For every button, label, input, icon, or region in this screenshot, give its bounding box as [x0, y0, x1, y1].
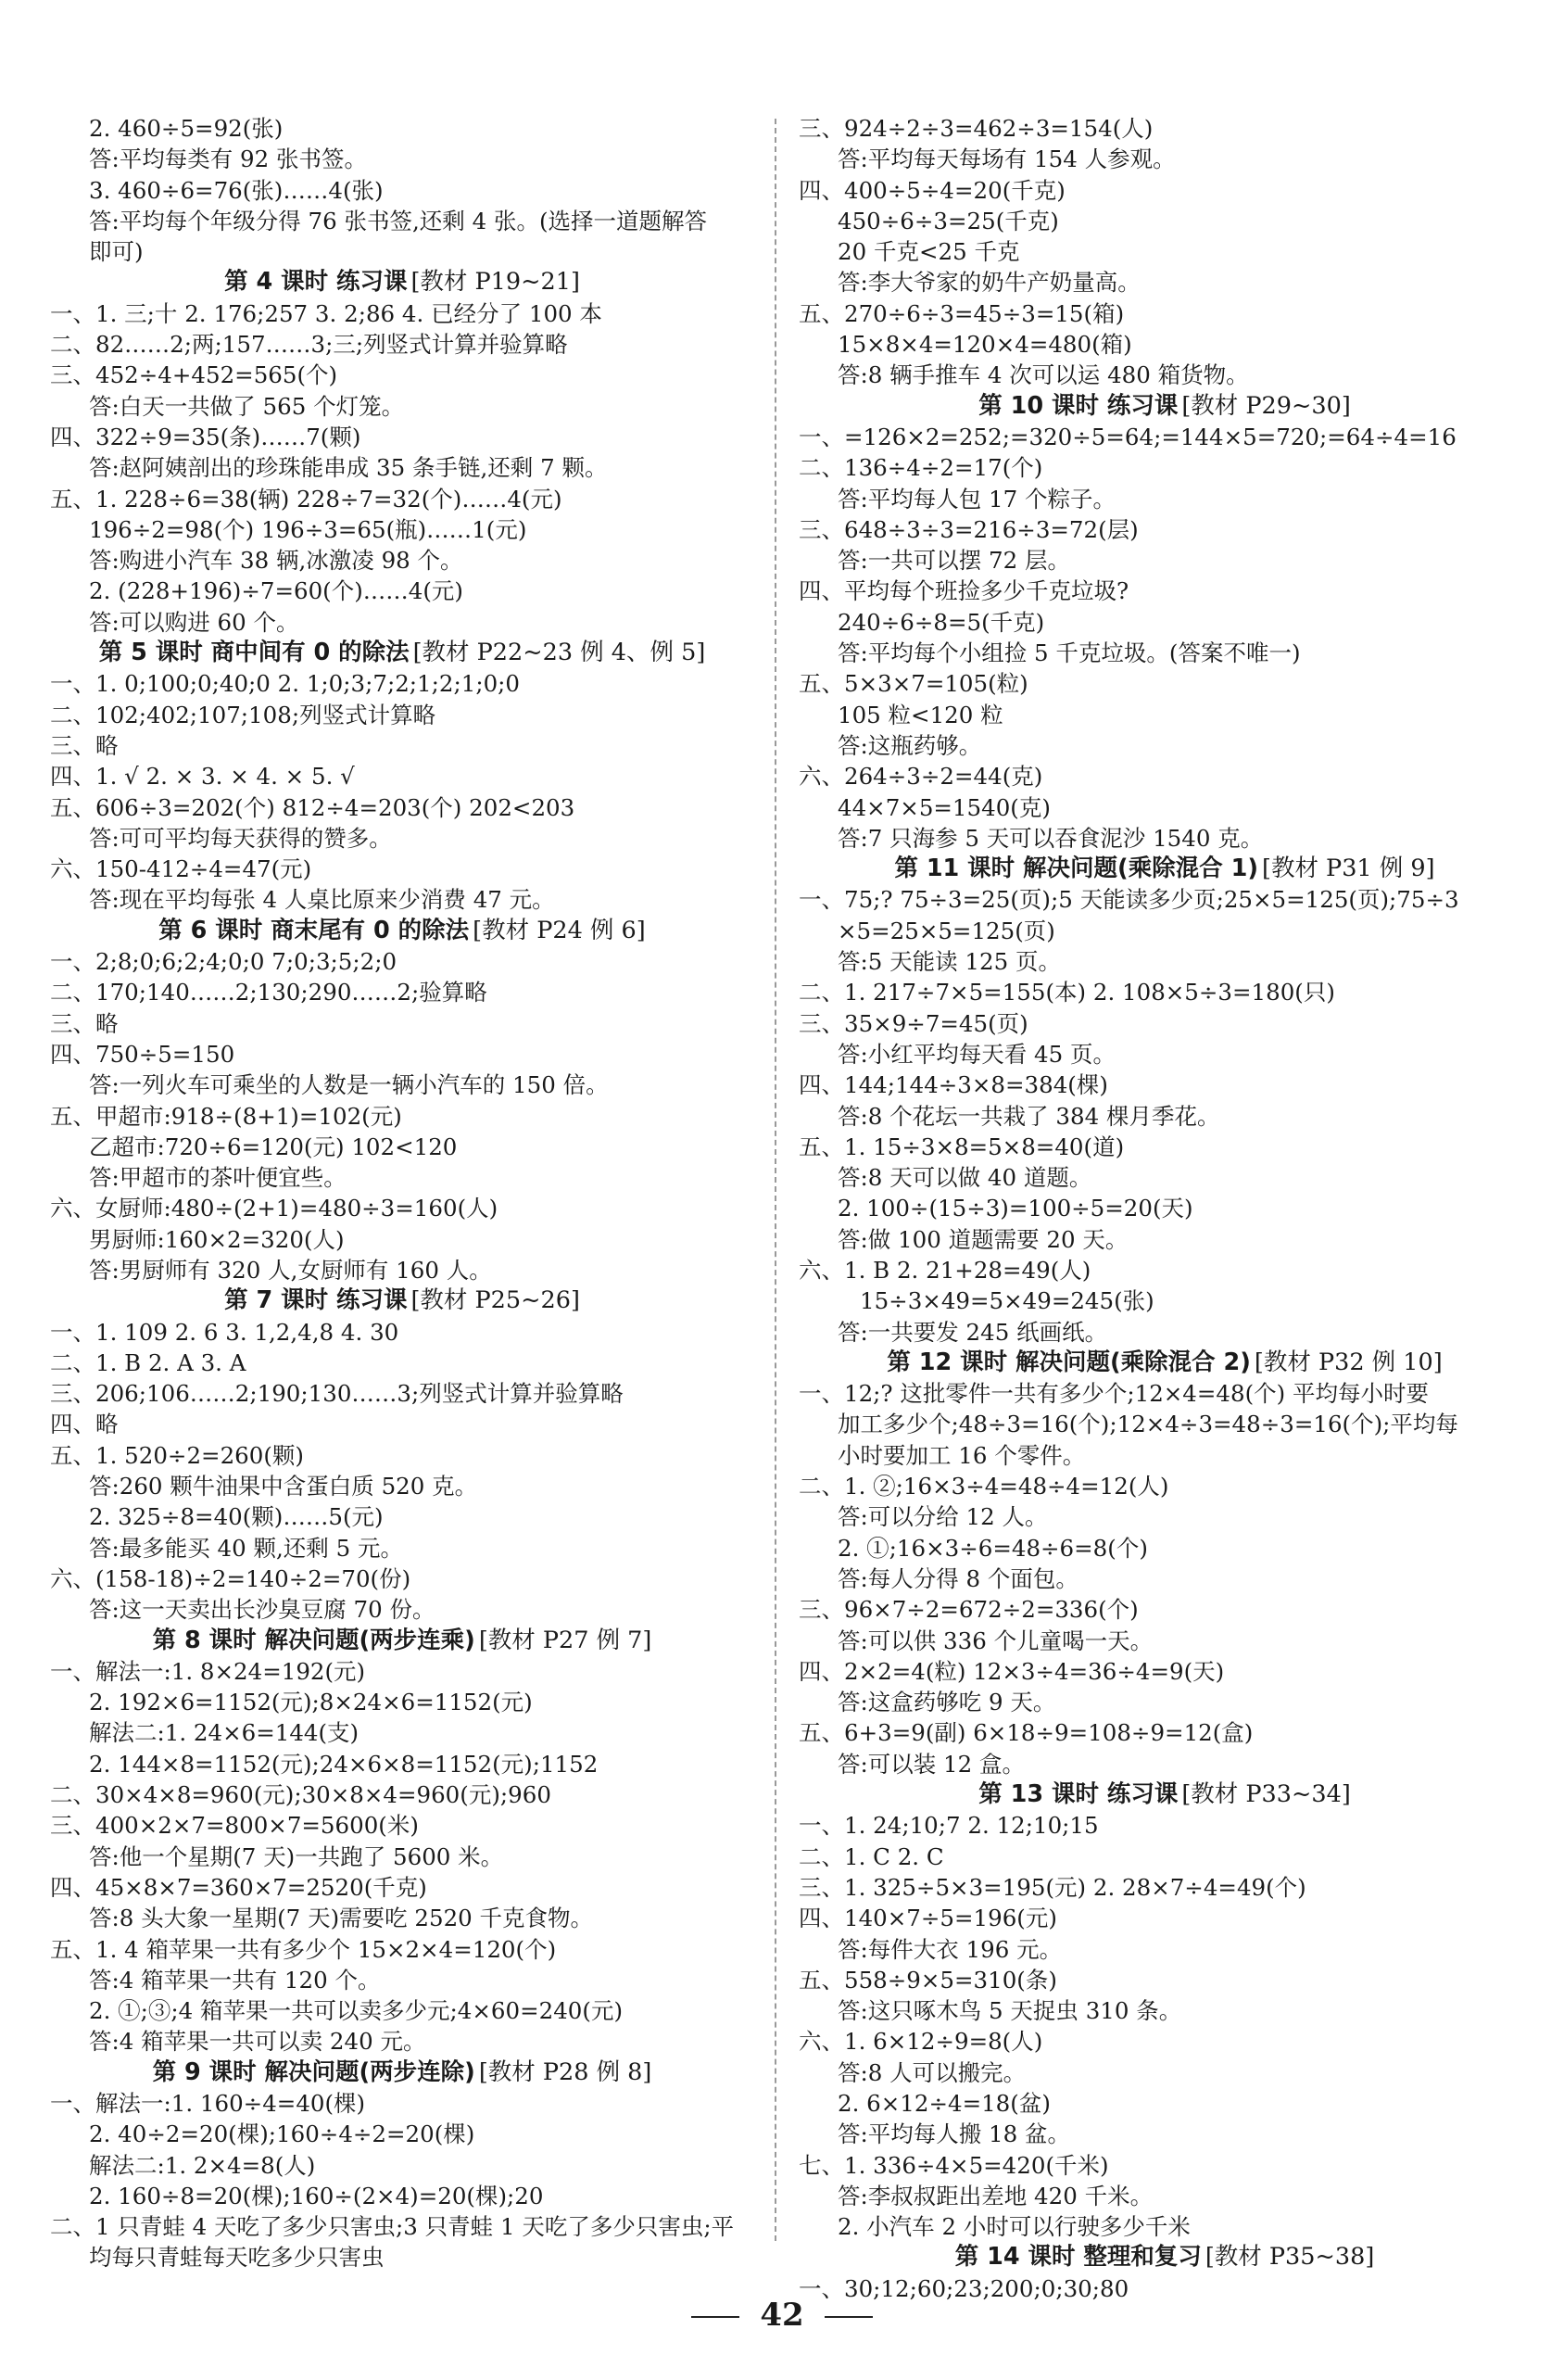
left-answer-line: 2. 460÷5=92(张) — [89, 115, 284, 142]
lesson-title: 第 4 课时 练习课 — [224, 268, 408, 297]
textbook-reference: [教材 P25~26] — [410, 1286, 580, 1315]
right-answer-line: 答:平均每人包 17 个粽子。 — [838, 485, 1116, 513]
left-lesson-heading — [50, 1285, 754, 1316]
column-divider — [775, 119, 776, 2241]
left-answer-line: 五、1. 228÷6=38(辆) 228÷7=32(个)……4(元) — [50, 485, 562, 513]
left-answer-line: 六、150-412÷4=47(元) — [50, 855, 312, 883]
right-lesson-heading — [799, 391, 1531, 422]
right-answer-line: 答:这只啄木鸟 5 天捉虫 310 条。 — [838, 1997, 1182, 2025]
left-answer-line: 一、1. 109 2. 6 3. 1,2,4,8 4. 30 — [50, 1318, 399, 1346]
left-answer-line: 三、略 — [50, 1009, 119, 1037]
left-answer-line: 2. 325÷8=40(颗)……5(元) — [89, 1503, 384, 1531]
left-answer-line: 三、206;106……2;190;130……3;列竖式计算并验算略 — [50, 1380, 624, 1408]
left-answer-line: 一、解法一:1. 160÷4=40(棵) — [50, 2090, 366, 2117]
right-answer-line: 一、=126×2=252;=320÷5=64;=144×5=720;=64÷4=16 — [799, 423, 1457, 450]
right-answer-line: 五、6+3=9(副) 6×18÷9=108÷9=12(盒) — [799, 1719, 1254, 1747]
textbook-reference: [教材 P24 例 6] — [473, 916, 646, 944]
left-lesson-heading — [50, 2057, 754, 2088]
page-number: 42 — [760, 2297, 804, 2334]
right-answer-line: 四、2×2=4(粒) 12×3÷4=36÷4=9(天) — [799, 1657, 1225, 1685]
left-answer-line: 答:260 颗牛油果中含蛋白质 520 克。 — [89, 1473, 478, 1500]
textbook-reference: [教材 P22~23 例 4、例 5] — [412, 639, 706, 667]
left-lesson-heading — [50, 916, 754, 946]
right-answer-line: 答:平均每天每场有 154 人参观。 — [838, 146, 1176, 173]
right-answer-line: 一、1. 24;10;7 2. 12;10;15 — [799, 1812, 1099, 1840]
right-answer-line: 三、1. 325÷5×3=195(元) 2. 28×7÷4=49(个) — [799, 1873, 1306, 1901]
left-answer-line: 三、452÷4+452=565(个) — [50, 361, 338, 389]
left-answer-line: 六、女厨师:480÷(2+1)=480÷3=160(人) — [50, 1195, 498, 1222]
right-answer-line: 五、1. 15÷3×8=5×8=40(道) — [799, 1133, 1125, 1160]
left-answer-line: 男厨师:160×2=320(人) — [89, 1225, 345, 1253]
left-answer-line: 四、45×8×7=360×7=2520(千克) — [50, 1873, 427, 1901]
right-answer-line: 2. 100÷(15÷3)=100÷5=20(天) — [838, 1195, 1193, 1222]
left-answer-line: 四、1. √ 2. × 3. × 4. × 5. √ — [50, 763, 355, 791]
left-answer-line: 答:最多能买 40 颗,还剩 5 元。 — [89, 1534, 403, 1562]
left-answer-line: 二、102;402;107;108;列竖式计算略 — [50, 701, 436, 728]
right-answer-line: 答:这瓶药够。 — [838, 731, 982, 759]
right-lesson-heading — [799, 854, 1531, 884]
right-answer-line: 答:李叔叔距出差地 420 千米。 — [838, 2182, 1154, 2209]
left-answer-line: 2. ①;③;4 箱苹果一共可以卖多少元;4×60=240(元) — [89, 1997, 623, 2025]
right-answer-line: 答:5 天能读 125 页。 — [838, 948, 1061, 976]
right-answer-line: 答:李大爷家的奶牛产奶量高。 — [838, 269, 1141, 297]
left-answer-line: 答:甲超市的茶叶便宜些。 — [89, 1164, 347, 1192]
left-answer-line: 一、解法一:1. 8×24=192(元) — [50, 1657, 366, 1685]
right-answer-line: 答:可以分给 12 人。 — [838, 1503, 1048, 1531]
right-column — [799, 113, 1531, 2304]
left-answer-line: 答:他一个星期(7 天)一共跑了 5600 米。 — [89, 1842, 504, 1870]
left-answer-line: 六、(158-18)÷2=140÷2=70(份) — [50, 1564, 411, 1592]
left-answer-line: 二、1 只青蛙 4 天吃了多少只害虫;3 只青蛙 1 天吃了多少只害虫;平 — [50, 2213, 735, 2241]
right-answer-line: 15×8×4=120×4=480(箱) — [838, 331, 1132, 359]
right-answer-line: 2. ①;16×3÷6=48÷6=8(个) — [838, 1534, 1148, 1562]
right-answer-line: 六、264÷3÷2=44(克) — [799, 763, 1043, 791]
left-answer-line: 四、322÷9=35(条)……7(颗) — [50, 423, 361, 450]
lesson-title: 第 12 课时 解决问题(乘除混合 2) — [887, 1348, 1251, 1376]
left-lesson-heading — [50, 1626, 754, 1656]
right-answer-line: 一、30;12;60;23;200;0;30;80 — [799, 2274, 1129, 2302]
right-answer-line: 2. 6×12÷4=18(盆) — [838, 2090, 1051, 2117]
left-answer-line: 答:购进小汽车 38 辆,冰激凌 98 个。 — [89, 547, 463, 575]
right-answer-line: 三、924÷2÷3=462÷3=154(人) — [799, 115, 1154, 142]
left-answer-line: 五、606÷3=202(个) 812÷4=203(个) 202<203 — [50, 793, 575, 821]
left-answer-line: 二、82……2;两;157……3;三;列竖式计算并验算略 — [50, 331, 568, 359]
left-answer-line: 2. 40÷2=20(棵);160÷4÷2=20(棵) — [89, 2120, 475, 2148]
left-answer-line: 答:8 头大象一星期(7 天)需要吃 2520 千克食物。 — [89, 1905, 594, 1932]
right-answer-line: 答:7 只海参 5 天可以吞食泥沙 1540 克。 — [838, 824, 1264, 852]
left-answer-line: 2. 192×6=1152(元);8×24×6=1152(元) — [89, 1689, 533, 1716]
left-answer-line: 五、甲超市:918÷(8+1)=102(元) — [50, 1102, 402, 1130]
left-answer-line: 即可) — [89, 238, 144, 266]
right-answer-line: 四、平均每个班捡多少千克垃圾? — [799, 577, 1129, 605]
left-answer-line: 二、30×4×8=960(元);30×8×4=960(元);960 — [50, 1781, 551, 1809]
textbook-reference: [教材 P28 例 8] — [478, 2057, 652, 2086]
lesson-title: 第 7 课时 练习课 — [224, 1286, 408, 1315]
left-answer-line: 答:这一天卖出长沙臭豆腐 70 份。 — [89, 1596, 435, 1624]
right-answer-line: 三、96×7÷2=672÷2=336(个) — [799, 1596, 1139, 1624]
right-answer-line: 答:平均每个小组捡 5 千克垃圾。(答案不唯一) — [838, 639, 1301, 667]
right-answer-line: 答:做 100 道题需要 20 天。 — [838, 1225, 1129, 1253]
left-answer-line: 二、170;140……2;130;290……2;验算略 — [50, 979, 487, 1006]
left-answer-line: 2. 160÷8=20(棵);160÷(2×4)=20(棵);20 — [89, 2182, 544, 2209]
right-answer-line: 答:每人分得 8 个面包。 — [838, 1564, 1078, 1592]
right-answer-line: 2. 小汽车 2 小时可以行驶多少千米 — [838, 2213, 1191, 2241]
right-answer-line: 答:每件大衣 196 元。 — [838, 1935, 1063, 1963]
left-answer-line: 3. 460÷6=76(张)……4(张) — [89, 176, 384, 204]
right-answer-line: 44×7×5=1540(克) — [838, 793, 1051, 821]
right-answer-line: 105 粒<120 粒 — [838, 701, 1003, 728]
right-answer-line: 二、1. ②;16×3÷4=48÷4=12(人) — [799, 1473, 1169, 1500]
left-answer-line: 答:可以购进 60 个。 — [89, 608, 299, 636]
left-column — [50, 113, 754, 2273]
right-answer-line: 答:8 人可以搬完。 — [838, 2058, 1027, 2086]
right-answer-line: 答:平均每人搬 18 盆。 — [838, 2120, 1071, 2148]
lesson-title: 第 6 课时 商末尾有 0 的除法 — [158, 916, 470, 944]
left-answer-line: 答:一列火车可乘坐的人数是一辆小汽车的 150 倍。 — [89, 1071, 609, 1099]
left-answer-line: 答:男厨师有 320 人,女厨师有 160 人。 — [89, 1256, 492, 1284]
left-answer-line: 解法二:1. 24×6=144(支) — [89, 1719, 359, 1747]
left-answer-line: 五、1. 520÷2=260(颗) — [50, 1441, 304, 1469]
lesson-title: 第 13 课时 练习课 — [978, 1780, 1179, 1809]
footer-dash-left — [691, 2316, 739, 2318]
right-answer-line: 五、270÷6÷3=45÷3=15(箱) — [799, 299, 1125, 327]
left-answer-line: 答:赵阿姨剖出的珍珠能串成 35 条手链,还剩 7 颗。 — [89, 454, 608, 482]
left-answer-line: 196÷2=98(个) 196÷3=65(瓶)……1(元) — [89, 515, 527, 543]
lesson-title: 第 11 课时 解决问题(乘除混合 1) — [894, 855, 1258, 883]
left-answer-line: 2. 144×8=1152(元);24×6×8=1152(元);1152 — [89, 1750, 599, 1778]
right-answer-line: 七、1. 336÷4×5=420(千米) — [799, 2151, 1109, 2179]
left-answer-line: 三、400×2×7=800×7=5600(米) — [50, 1812, 419, 1840]
right-answer-line: 450÷6÷3=25(千克) — [838, 207, 1059, 234]
left-answer-line: 一、1. 0;100;0;40;0 2. 1;0;3;7;2;1;2;1;0;0 — [50, 670, 520, 698]
right-answer-line: 20 千克<25 千克 — [838, 238, 1020, 266]
right-answer-line: 六、1. 6×12÷9=8(人) — [799, 2028, 1043, 2056]
left-answer-line: 答:平均每类有 92 张书签。 — [89, 146, 368, 173]
page-footer — [0, 2297, 1564, 2334]
textbook-reference: [教材 P33~34] — [1181, 1780, 1351, 1809]
right-answer-line: 二、136÷4÷2=17(个) — [799, 454, 1043, 482]
right-answer-line: 加工多少个;48÷3=16(个);12×4÷3=48÷3=16(个);平均每 — [838, 1411, 1458, 1438]
textbook-reference: [教材 P35~38] — [1205, 2243, 1375, 2272]
right-answer-line: 答:小红平均每天看 45 页。 — [838, 1040, 1116, 1068]
right-answer-line: 三、35×9÷7=45(页) — [799, 1009, 1028, 1037]
right-answer-line: 三、648÷3÷3=216÷3=72(层) — [799, 515, 1139, 543]
right-answer-line: 一、12;? 这批零件一共有多少个;12×4=48(个) 平均每小时要 — [799, 1380, 1430, 1408]
left-answer-line: 2. (228+196)÷7=60(个)……4(元) — [89, 577, 463, 605]
left-answer-line: 答:白天一共做了 565 个灯笼。 — [89, 392, 405, 420]
left-answer-line: 答:可可平均每天获得的赞多。 — [89, 824, 392, 852]
left-lesson-heading — [50, 638, 754, 668]
lesson-title: 第 5 课时 商中间有 0 的除法 — [98, 639, 410, 667]
textbook-reference: [教材 P32 例 10] — [1254, 1348, 1443, 1376]
right-answer-line: 240÷6÷8=5(千克) — [838, 608, 1045, 636]
textbook-reference: [教材 P19~21] — [410, 268, 580, 297]
right-answer-line: 二、1. 217÷7×5=155(本) 2. 108×5÷3=180(只) — [799, 979, 1335, 1006]
right-answer-line: 六、1. B 2. 21+28=49(人) — [799, 1256, 1091, 1284]
lesson-title: 第 8 课时 解决问题(两步连乘) — [152, 1626, 475, 1654]
left-answer-line: 答:4 箱苹果一共有 120 个。 — [89, 1966, 381, 1994]
textbook-reference: [教材 P27 例 7] — [478, 1626, 652, 1654]
left-answer-line: 一、1. 三;十 2. 176;257 3. 2;86 4. 已经分了 100 本 — [50, 299, 602, 327]
left-answer-line: 三、略 — [50, 731, 119, 759]
right-answer-line: 五、5×3×7=105(粒) — [799, 670, 1028, 698]
right-answer-line: 答:可以供 336 个儿童喝一天。 — [838, 1627, 1154, 1654]
right-answer-line: 四、140×7÷5=196(元) — [799, 1905, 1057, 1932]
footer-dash-right — [825, 2316, 873, 2318]
right-answer-line: 四、144;144÷3×8=384(棵) — [799, 1071, 1108, 1099]
right-lesson-heading — [799, 1348, 1531, 1378]
right-answer-line: 答:这盒药够吃 9 天。 — [838, 1689, 1056, 1716]
right-answer-line: 15÷3×49=5×49=245(张) — [860, 1287, 1154, 1315]
left-answer-line: 均每只青蛙每天吃多少只害虫 — [89, 2244, 385, 2272]
left-answer-line: 四、750÷5=150 — [50, 1040, 235, 1068]
right-answer-line: 答:8 辆手推车 4 次可以运 480 箱货物。 — [838, 361, 1249, 389]
right-answer-line: 答:一共要发 245 纸画纸。 — [838, 1318, 1108, 1346]
left-lesson-heading — [50, 267, 754, 298]
right-answer-line: 一、75;? 75÷3=25(页);5 天能读多少页;25×5=125(页);75÷3 — [799, 886, 1459, 914]
left-answer-line: 四、略 — [50, 1411, 119, 1438]
left-answer-line: 乙超市:720÷6=120(元) 102<120 — [89, 1133, 458, 1160]
right-answer-line: 答:8 天可以做 40 道题。 — [838, 1164, 1092, 1192]
left-answer-line: 答:4 箱苹果一共可以卖 240 元。 — [89, 2028, 426, 2056]
right-answer-line: ×5=25×5=125(页) — [838, 917, 1055, 944]
right-lesson-heading — [799, 1779, 1531, 1810]
textbook-reference: [教材 P29~30] — [1181, 391, 1351, 420]
lesson-title: 第 14 课时 整理和复习 — [954, 2243, 1202, 2272]
left-answer-line: 解法二:1. 2×4=8(人) — [89, 2151, 316, 2179]
right-answer-line: 五、558÷9×5=310(条) — [799, 1966, 1057, 1994]
left-answer-line: 一、2;8;0;6;2;4;0;0 7;0;3;5;2;0 — [50, 948, 397, 976]
right-lesson-heading — [799, 2242, 1531, 2272]
left-answer-line: 五、1. 4 箱苹果一共有多少个 15×2×4=120(个) — [50, 1935, 557, 1963]
left-answer-line: 二、1. B 2. A 3. A — [50, 1348, 246, 1376]
right-answer-line: 四、400÷5÷4=20(千克) — [799, 176, 1066, 204]
left-answer-line: 答:平均每个年级分得 76 张书签,还剩 4 张。(选择一道题解答 — [89, 207, 708, 234]
right-answer-line: 答:8 个花坛一共栽了 384 棵月季花。 — [838, 1102, 1220, 1130]
lesson-title: 第 10 课时 练习课 — [978, 391, 1179, 420]
right-answer-line: 二、1. C 2. C — [799, 1842, 944, 1870]
textbook-reference: [教材 P31 例 9] — [1262, 855, 1435, 883]
right-answer-line: 答:一共可以摆 72 层。 — [838, 547, 1071, 575]
lesson-title: 第 9 课时 解决问题(两步连除) — [152, 2057, 475, 2086]
right-answer-line: 答:可以装 12 盒。 — [838, 1750, 1026, 1778]
right-answer-line: 小时要加工 16 个零件。 — [838, 1441, 1086, 1469]
left-answer-line: 答:现在平均每张 4 人桌比原来少消费 47 元。 — [89, 886, 555, 914]
